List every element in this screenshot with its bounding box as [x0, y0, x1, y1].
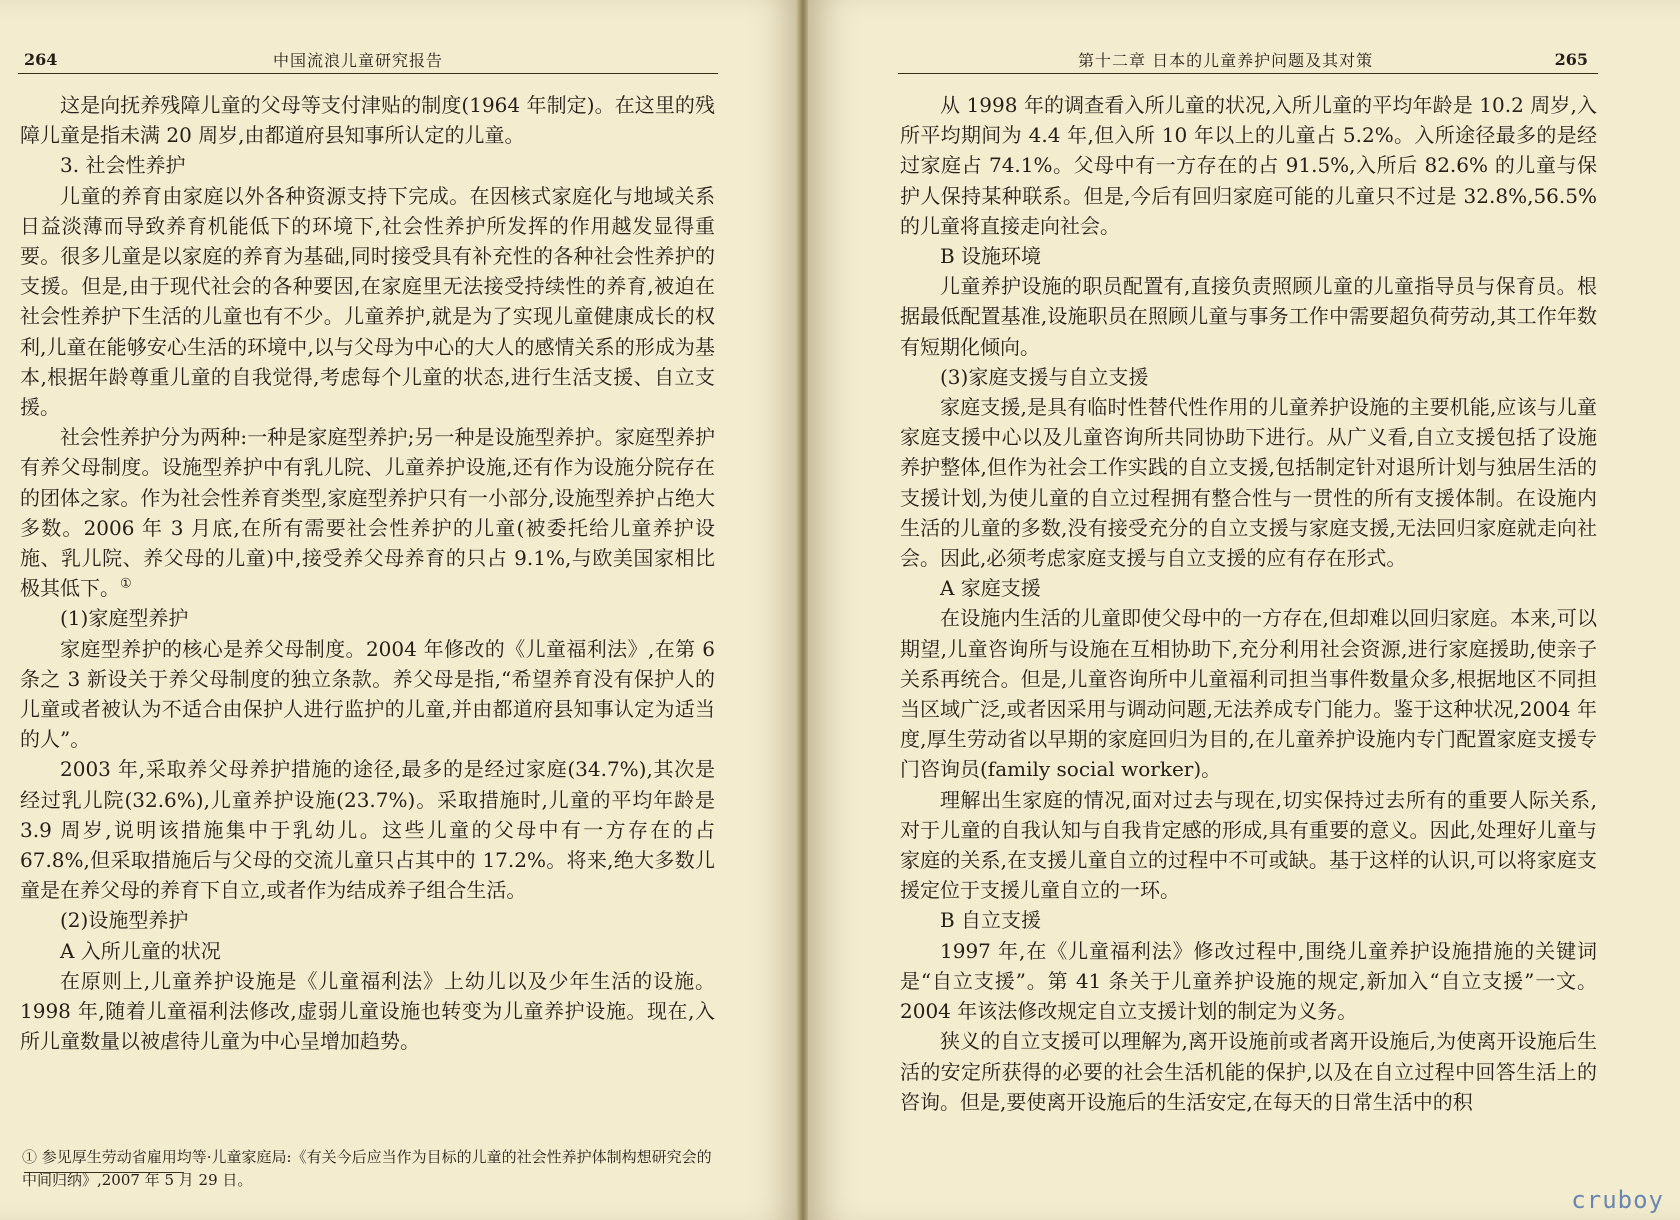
section-heading [20, 905, 715, 935]
section-heading [900, 905, 1597, 935]
paragraph-text: 在设施内生活的儿童即使父母中的一方存在,但却难以回归家庭。本来,可以期望,儿童咨询所与设施在互相协助下,充分利用社会资源,进行家庭援助,使亲子关系再统合。但是,儿童咨询所中儿童福利司担当事件数量众多,根据地区不同担当区域广泛,或者因采用与调动问题,无法养成专门能力。鉴于这种状况,2004 年度,厚生劳动省以早期的家庭回归为目的,在儿童养护设施内专门配置家庭支援专门咨询员(family social worker)。 [900, 606, 1597, 782]
paragraph [900, 1026, 1597, 1117]
paragraph-text: 家庭型养护的核心是养父母制度。2004 年修改的《儿童福利法》,在第 6 条之 3 新设关于养父母制度的独立条款。养父母是指,“希望养育没有保护人的儿童或者被认为不适合由保护人进行监护的儿童,并由都道府县知事认定为适当的人”。 [20, 636, 715, 752]
section-heading [900, 241, 1597, 271]
paragraph-text: 从 1998 年的调查看入所儿童的状况,入所儿童的平均年龄是 10.2 周岁,入所平均期间为 4.4 年,但入所 10 年以上的儿童占 5.2%。入所途径最多的是经过家庭占 74.1%。父母中有一方存在的占 91.5%,入所后 82.6% 的儿童与保护人保持某种联系。但是,今后有回归家庭可能的儿童只不过是 32.8%,56.5% 的儿童将直接走向社会。 [900, 93, 1597, 238]
right-header-title: 第十二章 日本的儿童养护问题及其对策 [1078, 51, 1374, 70]
section-heading [20, 936, 715, 966]
paragraph-text: 在原则上,儿童养护设施是《儿童福利法》上幼儿以及少年生活的设施。1998 年,随着儿童福利法修改,虚弱儿童设施也转变为儿童养护设施。现在,入所儿童数量以被虐待儿童为中心呈增加趋势。 [20, 968, 715, 1054]
right-page [808, 0, 1680, 1220]
watermark: cruboy [1571, 1186, 1664, 1214]
paragraph [20, 181, 715, 423]
paragraph [900, 90, 1597, 241]
header-rule [18, 73, 718, 74]
left-page-number: 264 [24, 50, 58, 69]
right-page-number: 265 [1554, 50, 1588, 69]
paragraph [900, 785, 1597, 906]
left-running-header [18, 44, 718, 74]
section-heading [900, 362, 1597, 392]
paragraph-text: 理解出生家庭的情况,面对过去与现在,切实保持过去所有的重要人际关系,对于儿童的自我认知与自我肯定感的形成,具有重要的意义。因此,处理好儿童与家庭的关系,在支援儿童自立的过程中不可或缺。基于这样的认识,可以将家庭支援定位于支援儿童自立的一环。 [900, 787, 1597, 903]
right-running-header [898, 44, 1598, 74]
section-heading [900, 573, 1597, 603]
paragraph [900, 271, 1597, 362]
left-page-body [20, 90, 715, 1057]
header-rule [898, 73, 1598, 74]
paragraph [20, 90, 715, 150]
paragraph [900, 603, 1597, 784]
paragraph [900, 936, 1597, 1027]
paragraph [20, 966, 715, 1057]
paragraph-text: A 家庭支援 [940, 576, 1041, 601]
footnote: ① 参见厚生劳动省雇用均等·儿童家庭局:《有关今后应当作为目标的儿童的社会性养护体制构想研究会的中间归纳》,2007 年 5 月 29 日。 [22, 1148, 712, 1189]
paragraph-text: 家庭支援,是具有临时性替代性作用的儿童养护设施的主要机能,应该与儿童家庭支援中心以及儿童咨询所共同协助下进行。从广义看,自立支援包括了设施养护整体,但作为社会工作实践的自立支援,包括制定针对退所计划与独居生活的支援计划,为使儿童的自立过程拥有整合性与一贯性的所有支援体制。在设施内生活的儿童的多数,没有接受充分的自立支援与家庭支援,无法回归家庭就走向社会。因此,必须考虑家庭支援与自立支援的应有存在形式。 [900, 395, 1597, 571]
paragraph [20, 634, 715, 755]
paragraph-text: (3)家庭支援与自立支援 [940, 364, 1149, 389]
left-page [0, 0, 800, 1220]
paragraph-text: 1997 年,在《儿童福利法》修改过程中,围绕儿童养护设施措施的关键词是“自立支援”。第 41 条关于儿童养护设施的规定,新加入“自立支援”一文。2004 年该法修改规定自立支援计划的制定为义务。 [900, 938, 1597, 1024]
paragraph-text: (2)设施型养护 [60, 908, 189, 933]
paragraph [900, 392, 1597, 573]
paragraph-text: 儿童养护设施的职员配置有,直接负责照顾儿童的儿童指导员与保育员。根据最低配置基准,设施职员在照顾儿童与事务工作中需要超负荷劳动,其工作年数有短期化倾向。 [900, 274, 1597, 359]
paragraph [20, 422, 715, 603]
paragraph-text: B 设施环境 [940, 244, 1042, 269]
paragraph-text: 狭义的自立支援可以理解为,离开设施前或者离开设施后,为使离开设施后生活的安定所获得的必要的社会生活机能的保护,以及在自立过程中回答生活上的咨询。但是,要使离开设施后的生活安定,在每天的日常生活中的积 [900, 1029, 1597, 1114]
paragraph-text: 2003 年,采取养父母养护措施的途径,最多的是经过家庭(34.7%),其次是经过乳儿院(32.6%),儿童养护设施(23.7%)。采取措施时,儿童的平均年龄是 3.9 周岁,说明该措施集中于乳幼儿。这些儿童的父母中有一方存在的占 67.8%,但采取措施后与父母的交流儿童只占其中的 17.2%。将来,绝大多数儿童是在养父母的养育下自立,或者作为结成养子组合生活。 [20, 757, 715, 903]
paragraph-text: 这是向抚养残障儿童的父母等支付津贴的制度(1964 年制定)。在这里的残障儿童是指未满 20 周岁,由都道府县知事所认定的儿童。 [20, 93, 715, 148]
section-heading [20, 603, 715, 633]
footnote-marker[interactable]: ① [120, 576, 132, 592]
paragraph-text: 社会性养护分为两种:一种是家庭型养护;另一种是设施型养护。家庭型养护有养父母制度。设施型养护中有乳儿院、儿童养护设施,还有作为设施分院存在的团体之家。作为社会性养育类型,家庭型养护只有一小部分,设施型养护占绝大多数。2006 年 3 月底,在所有需要社会性养护的儿童(被委托给儿童养护设施、乳儿院、养父母的儿童)中,接受养父母养育的只占 9.1%,与欧美国家相比极其低下。 [20, 425, 715, 601]
left-header-title: 中国流浪儿童研究报告 [273, 51, 444, 70]
paragraph-text: 3. 社会性养护 [60, 153, 186, 178]
paragraph-text: A 入所儿童的状况 [60, 938, 221, 963]
section-heading [20, 150, 715, 180]
right-page-body [900, 90, 1597, 1117]
paragraph [20, 754, 715, 905]
paragraph-text: 儿童的养育由家庭以外各种资源支持下完成。在因核式家庭化与地域关系日益淡薄而导致养育机能低下的环境下,社会性养护所发挥的作用越发显得重要。很多儿童是以家庭的养育为基础,同时接受具有补充性的各种社会性养护的支援。但是,由于现代社会的各种要因,在家庭里无法接受持续性的养育,被迫在社会性养护下生活的儿童也有不少。儿童养护,就是为了实现儿童健康成长的权利,儿童在能够安心生活的环境中,以与父母为中心的大人的感情关系的形成为基本,根据年龄尊重儿童的自我觉得,考虑每个儿童的状态,进行生活支援、自立支援。 [20, 183, 715, 420]
paragraph-text: (1)家庭型养护 [60, 606, 189, 631]
paragraph-text: B 自立支援 [940, 908, 1042, 933]
